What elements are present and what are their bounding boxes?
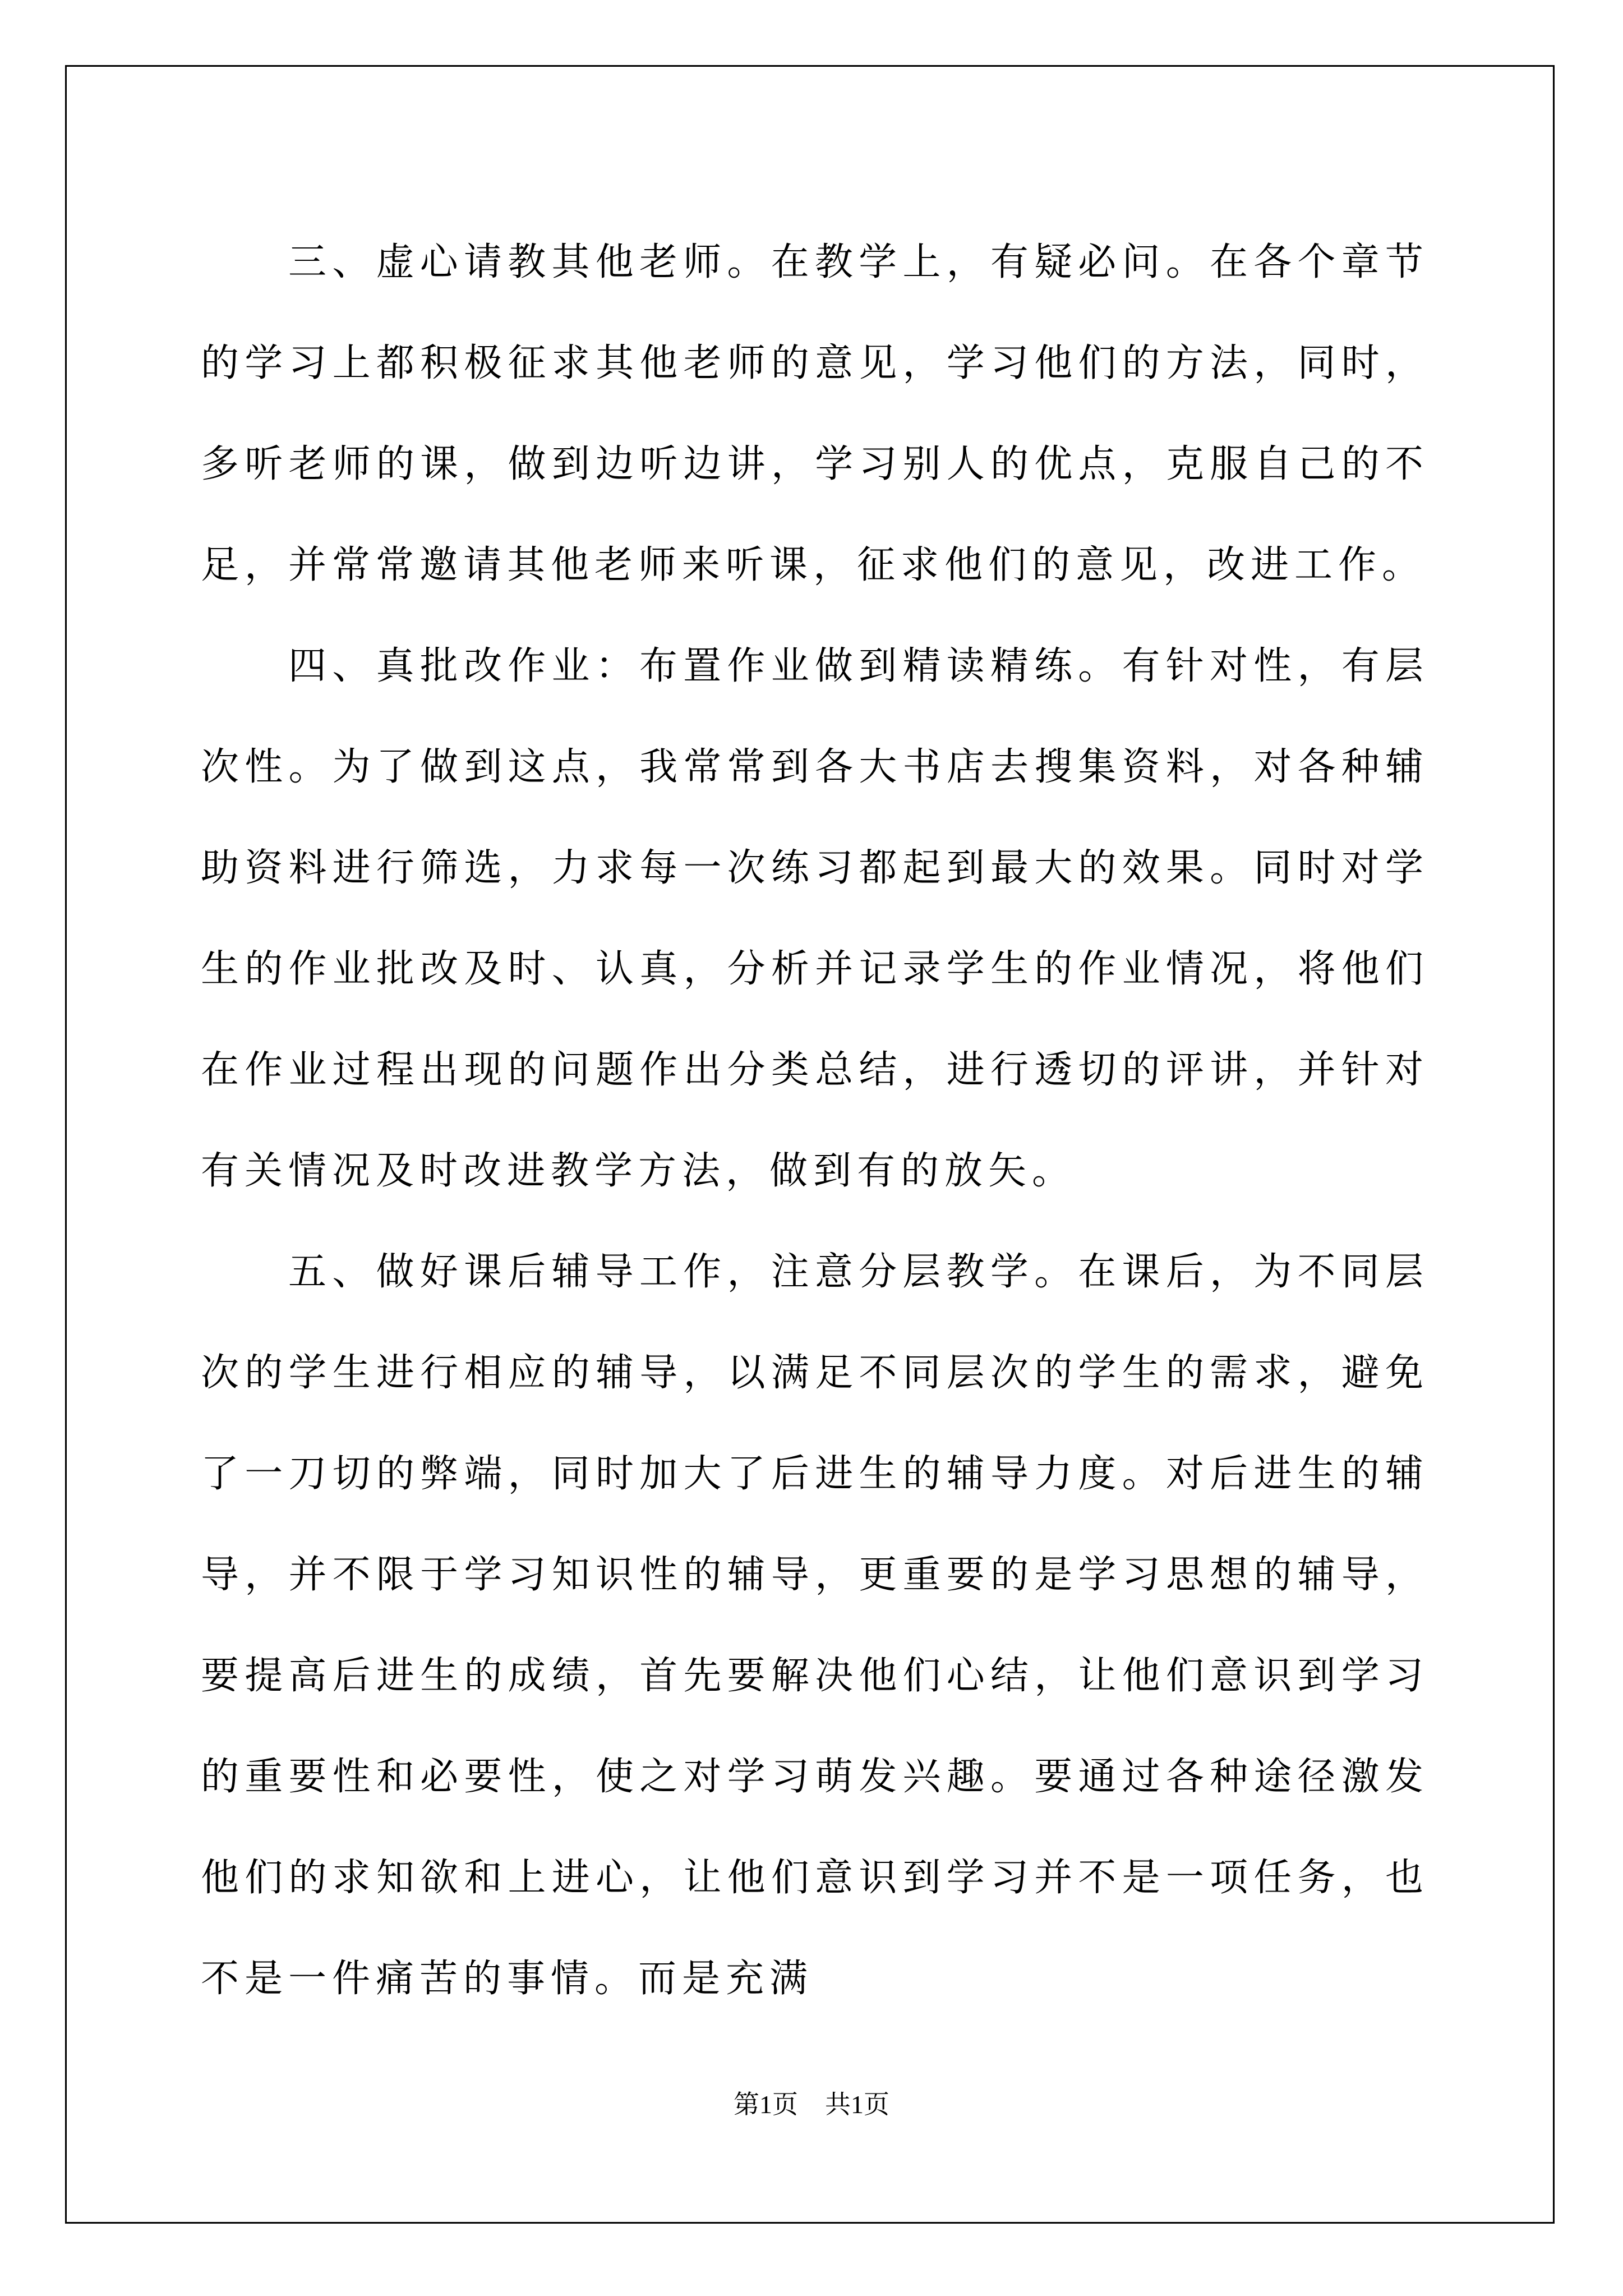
document-body — [201, 212, 1429, 2030]
page-number: 第1页 — [734, 2090, 798, 2119]
paragraph-5: 五、做好课后辅导工作，注意分层教学。在课后，为不同层次的学生进行相应的辅导，以满足不同层次的学生的需求，避免了一刀切的弊端，同时加大了后进生的辅导力度。对后进生的辅导，并不限于学习知识性的辅导，更重要的是学习思想的辅导，要提高后进生的成绩，首先要解决他们心结，让他们意识到学习的重要性和必要性，使之对学习萌发兴趣。要通过各种途径激发他们的求知欲和上进心，让他们意识到学习并不是一项任务，也不是一件痛苦的事情。而是充满 — [201, 1250, 1429, 2001]
paragraph-4: 四、真批改作业：布置作业做到精读精练。有针对性，有层次性。为了做到这点，我常常到各大书店去搜集资料，对各种辅助资料进行筛选，力求每一次练习都起到最大的效果。同时对学生的作业批改及时、认真，分析并记录学生的作业情况，将他们在作业过程出现的问题作出分类总结，进行透切的评讲，并针对有关情况及时改进教学方法，做到有的放矢。 — [201, 644, 1429, 1193]
paragraph-3: 三、虚心请教其他老师。在教学上，有疑必问。在各个章节的学习上都积极征求其他老师的意见，学习他们的方法，同时，多听老师的课，做到边听边讲，学习别人的优点，克服自己的不足，并常常邀请其他老师来听课，征求他们的意见，改进工作。 — [201, 240, 1429, 587]
page-footer — [0, 2088, 1623, 2122]
total-pages: 共1页 — [825, 2090, 889, 2119]
